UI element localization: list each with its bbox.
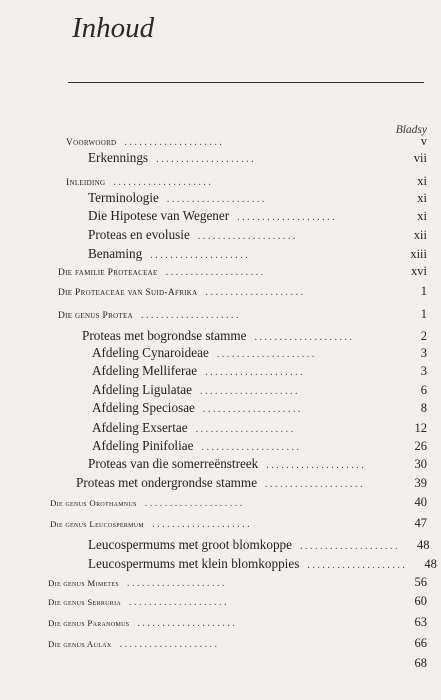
leader-dots: . . . . . . . . . . . . . . . . . . . .	[265, 479, 363, 490]
toc-entry	[48, 615, 427, 631]
toc-entry-page: 26	[414, 439, 427, 453]
toc-entry	[88, 456, 427, 472]
toc-entry-label: Leucospermums met klein blomkoppies	[88, 556, 300, 571]
toc-entry	[48, 636, 427, 652]
toc-entry	[48, 594, 427, 610]
leader-dots: . . . . . . . . . . . . . . . . . . . .	[137, 618, 235, 629]
toc-entry-page: 8	[420, 401, 427, 415]
leader-dots: . . . . . . . . . . . . . . . . . . . .	[195, 424, 294, 435]
toc-entry	[92, 345, 427, 361]
toc-entry-page: 40	[414, 495, 427, 509]
leader-dots: . . . . . . . . . . . . . . . . . . . .	[166, 194, 265, 205]
toc-entry	[88, 227, 427, 243]
leader-dots: . . . . . . . . . . . . . . . . . . . .	[152, 519, 250, 530]
toc-entry-label: Voorwoord	[66, 138, 117, 148]
leader-dots: . . . . . . . . . . . . . . . . . . . .	[254, 332, 352, 343]
leader-dots: . . . . . . . . . . . . . . . . . . . .	[129, 597, 227, 608]
toc-entry-label: Erkennings	[88, 150, 149, 165]
toc-entry-page: xiii	[410, 247, 427, 261]
toc-entry	[88, 150, 427, 166]
leader-dots: . . . . . . . . . . . . . . . . . . . .	[202, 404, 301, 415]
toc-entry-label: Afdeling Speciosae	[92, 400, 195, 415]
toc-entry-label: Proteas en evolusie	[88, 227, 190, 242]
leader-dots: . . . . . . . . . . . . . . . . . . . .	[266, 460, 364, 471]
leader-dots: . . . . . . . . . . . . . . . . . . . .	[113, 177, 211, 188]
toc-entry-label: Die genus Paranomus	[48, 618, 130, 628]
toc-entry-label: Terminologie	[88, 190, 159, 205]
toc-entry	[58, 264, 427, 280]
toc-entry-page: xi	[417, 174, 427, 188]
toc-entry-page: 3	[420, 346, 427, 360]
toc-entry-page: 30	[414, 457, 427, 471]
toc-entry	[92, 420, 427, 436]
toc-entry	[82, 328, 427, 344]
leader-dots: . . . . . . . . . . . . . . . . . . . .	[165, 267, 264, 278]
toc-entry-page: 12	[414, 421, 427, 435]
toc-entry-label: Proteas met ondergrondse stamme	[76, 475, 258, 490]
toc-entry-label: Die Hipotese van Wegener	[88, 208, 230, 223]
leader-dots: . . . . . . . . . . . . . . . . . . . .	[199, 386, 298, 397]
toc-entry-page: xi	[417, 191, 427, 205]
toc-entry-page: xi	[417, 209, 427, 223]
leader-dots: . . . . . . . . . . . . . . . . . . . .	[300, 541, 398, 552]
toc-entry	[88, 537, 430, 553]
toc-entry	[50, 495, 427, 511]
toc-entry-label: Proteas met bogrondse stamme	[82, 328, 247, 343]
toc-entry-page: 60	[414, 594, 427, 608]
toc-entry-page: 63	[414, 615, 427, 629]
toc-entry-page: v	[420, 134, 427, 148]
leader-dots: . . . . . . . . . . . . . . . . . . . .	[144, 498, 243, 509]
toc-entry	[50, 516, 427, 532]
toc-entry-page: 48	[424, 557, 437, 571]
toc-entry-label: Die familie Proteaceae	[58, 268, 158, 278]
toc-entry-label: Afdeling Pinifoliae	[92, 438, 194, 453]
toc-entry-page: 39	[414, 476, 427, 490]
leader-dots: . . . . . . . . . . . . . . . . . . . .	[201, 442, 299, 453]
leader-dots: . . . . . . . . . . . . . . . . . . . .	[150, 250, 248, 261]
toc-entry-page: 66	[414, 636, 427, 650]
toc-entry-page: 2	[420, 329, 427, 343]
toc-entry-label: Die genus Aulax	[48, 639, 112, 649]
leader-dots: . . . . . . . . . . . . . . . . . . . .	[197, 231, 296, 242]
toc-entry-page: 48	[417, 538, 430, 552]
toc-entry-page: 1	[420, 284, 427, 298]
toc-entry-page: 56	[414, 575, 427, 589]
toc-entry-page: 47	[414, 516, 427, 530]
toc-entry-label: Leucospermums met groot blomkoppe	[88, 537, 293, 552]
toc-entry-label: Die genus Orothamnus	[50, 498, 137, 508]
page-title: Inhoud	[72, 12, 155, 44]
toc-entry	[48, 656, 427, 672]
toc-entry-page: 1	[420, 307, 427, 321]
leader-dots: . . . . . . . . . . . . . . . . . . . .	[237, 212, 335, 223]
toc-entry	[88, 208, 427, 224]
leader-dots: . . . . . . . . . . . . . . . . . . . .	[205, 367, 303, 378]
toc-entry-label: Afdeling Melliferae	[92, 363, 198, 378]
toc-entry	[58, 307, 427, 323]
leader-dots: . . . . . . . . . . . . . . . . . . . .	[216, 349, 315, 360]
leader-dots: . . . . . . . . . . . . . . . . . . . .	[127, 578, 225, 589]
toc-entry-label: Inleiding	[66, 178, 106, 188]
toc-entry-label: Proteas van die somerreënstreek	[88, 456, 259, 471]
toc-entry-page: 68	[414, 656, 427, 670]
toc-entry	[88, 190, 427, 206]
toc-entry-page: 3	[420, 364, 427, 378]
toc-entry-label: Benaming	[88, 246, 143, 261]
leader-dots: . . . . . . . . . . . . . . . . . . . .	[156, 154, 254, 165]
leader-dots: . . . . . . . . . . . . . . . . . . . .	[119, 639, 217, 650]
toc-entry	[48, 575, 427, 591]
toc-entry	[92, 438, 427, 454]
toc-entry-label: Afdeling Ligulatae	[92, 382, 192, 397]
toc-entry-page: vii	[413, 151, 427, 165]
toc-entry-label: Die genus Mimetes	[48, 578, 120, 588]
toc-entry	[76, 475, 427, 491]
leader-dots: . . . . . . . . . . . . . . . . . . . .	[124, 137, 222, 148]
toc-entry	[66, 174, 427, 190]
toc-entry-label: Die genus Protea	[58, 311, 133, 321]
toc-entry-label: Die genus Leucospermum	[50, 519, 145, 529]
toc-entry-label: Afdeling Exsertae	[92, 420, 188, 435]
toc-entry	[92, 382, 427, 398]
toc-entry	[92, 400, 427, 416]
leader-dots: . . . . . . . . . . . . . . . . . . . .	[140, 310, 239, 321]
toc-entry	[88, 246, 427, 262]
toc-entry-label: Afdeling Cynaroideae	[92, 345, 209, 360]
toc-entry	[66, 134, 427, 150]
leader-dots: . . . . . . . . . . . . . . . . . . . .	[205, 287, 303, 298]
toc-entry	[92, 363, 427, 379]
title-divider	[68, 82, 424, 83]
toc-entry-label: Die genus Serruria	[48, 597, 122, 607]
toc-entry	[58, 284, 427, 300]
toc-entry	[88, 556, 437, 572]
toc-entry-page: xvi	[411, 264, 427, 278]
leader-dots: . . . . . . . . . . . . . . . . . . . .	[307, 560, 405, 571]
toc-entry-page: xii	[413, 228, 427, 242]
toc-entry-label: Die Proteaceae van Suid-Afrika	[58, 288, 198, 298]
page-column-heading: Bladsy	[395, 124, 427, 136]
toc-entry-page: 6	[420, 383, 427, 397]
